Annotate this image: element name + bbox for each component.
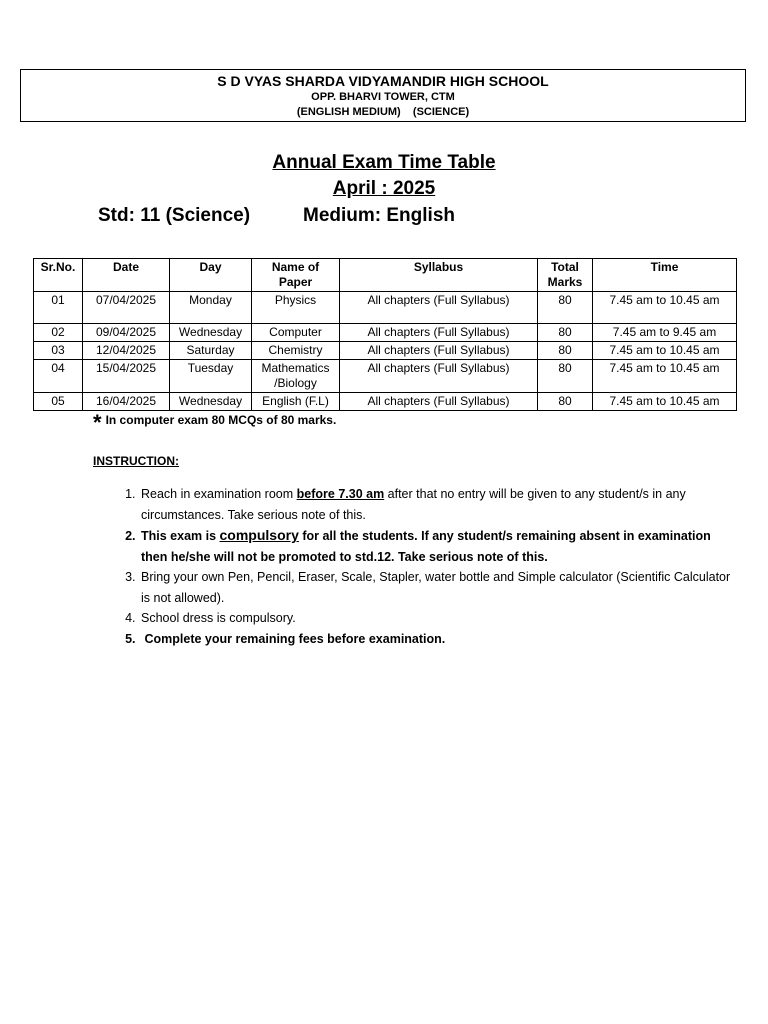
table-cell: 15/04/2025 — [83, 360, 170, 393]
table-cell: Saturday — [170, 342, 252, 360]
table-cell: 7.45 am to 10.45 am — [593, 360, 737, 393]
table-cell: Wednesday — [170, 393, 252, 411]
instruction-item — [139, 608, 739, 629]
table-cell: Computer — [252, 324, 340, 342]
instruction-text: for all the students. If any student/s remaining absent in examination then he/she will not be promoted to std.12. Take serious note of this. — [141, 529, 711, 564]
medium-label: Medium: English — [303, 205, 455, 226]
instruction-item — [139, 629, 739, 650]
instruction-emphasis: compulsory — [219, 527, 299, 543]
table-cell: 7.45 am to 10.45 am — [593, 342, 737, 360]
table-cell: 80 — [538, 393, 593, 411]
school-address: OPP. BHARVI TOWER, CTM — [311, 91, 455, 103]
table-cell: 01 — [34, 292, 83, 324]
table-cell: 03 — [34, 342, 83, 360]
instructions-list — [93, 484, 739, 649]
table-cell: 80 — [538, 342, 593, 360]
table-cell: 07/04/2025 — [83, 292, 170, 324]
table-cell: 16/04/2025 — [83, 393, 170, 411]
table-cell: 7.45 am to 10.45 am — [593, 393, 737, 411]
table-row — [34, 342, 737, 360]
exam-month: April : 2025 — [332, 178, 436, 199]
table-row — [34, 393, 737, 411]
table-cell: Physics — [252, 292, 340, 324]
instruction-emphasis: before 7.30 am — [296, 487, 385, 501]
school-header — [20, 69, 746, 122]
table-cell: All chapters (Full Syllabus) — [340, 342, 538, 360]
col-header: Name of Paper — [252, 259, 340, 292]
table-cell: Monday — [170, 292, 252, 324]
col-header: Total Marks — [538, 259, 593, 292]
table-row — [34, 324, 737, 342]
table-cell: 02 — [34, 324, 83, 342]
instruction-text: Bring your own Pen, Pencil, Eraser, Scale, Stapler, water bottle and Simple calculator (Scientific Calculator is not allowed). — [141, 570, 731, 605]
table-cell: All chapters (Full Syllabus) — [340, 360, 538, 393]
table-cell: Mathematics /Biology — [252, 360, 340, 393]
col-header: Date — [83, 259, 170, 292]
table-cell: Tuesday — [170, 360, 252, 393]
page-title: Annual Exam Time Table — [272, 152, 496, 173]
table-cell: 05 — [34, 393, 83, 411]
computer-exam-note — [93, 410, 336, 436]
instruction-item — [139, 484, 739, 525]
table-header-row — [34, 259, 737, 292]
col-header: Time — [593, 259, 737, 292]
table-cell: 7.45 am to 9.45 am — [593, 324, 737, 342]
asterisk-icon: * — [93, 410, 102, 435]
school-name: S D VYAS SHARDA VIDYAMANDIR HIGH SCHOOL — [217, 73, 549, 89]
medium-line: (ENGLISH MEDIUM) (SCIENCE) — [296, 106, 470, 118]
instruction-item — [139, 567, 739, 608]
col-header: Syllabus — [340, 259, 538, 292]
instruction-text: This exam is — [141, 529, 220, 543]
table-cell: 80 — [538, 324, 593, 342]
note-text: In computer exam 80 MCQs of 80 marks. — [105, 413, 337, 427]
instructions-title: INSTRUCTION: — [93, 454, 179, 468]
table-cell: All chapters (Full Syllabus) — [340, 393, 538, 411]
table-cell: All chapters (Full Syllabus) — [340, 324, 538, 342]
table-cell: 12/04/2025 — [83, 342, 170, 360]
table-cell: 7.45 am to 10.45 am — [593, 292, 737, 324]
instruction-text: Reach in examination room — [141, 487, 297, 501]
table-cell: English (F.L) — [252, 393, 340, 411]
exam-timetable — [33, 258, 737, 411]
table-cell: 04 — [34, 360, 83, 393]
table-cell: Wednesday — [170, 324, 252, 342]
table-row — [34, 292, 737, 324]
instruction-text: School dress is compulsory. — [141, 611, 296, 625]
table-cell: 80 — [538, 360, 593, 393]
table-cell: 09/04/2025 — [83, 324, 170, 342]
instruction-item — [139, 525, 739, 567]
table-row — [34, 360, 737, 393]
instruction-text: after that no entry will be given to any student/s in any circumstances. Take serious note of this. — [141, 487, 686, 522]
table-cell: All chapters (Full Syllabus) — [340, 292, 538, 324]
col-header: Day — [170, 259, 252, 292]
col-header: Sr.No. — [34, 259, 83, 292]
table-cell: Chemistry — [252, 342, 340, 360]
instruction-text: Complete your remaining fees before examination. — [141, 631, 446, 646]
standard-label: Std: 11 (Science) — [98, 205, 251, 226]
table-cell: 80 — [538, 292, 593, 324]
